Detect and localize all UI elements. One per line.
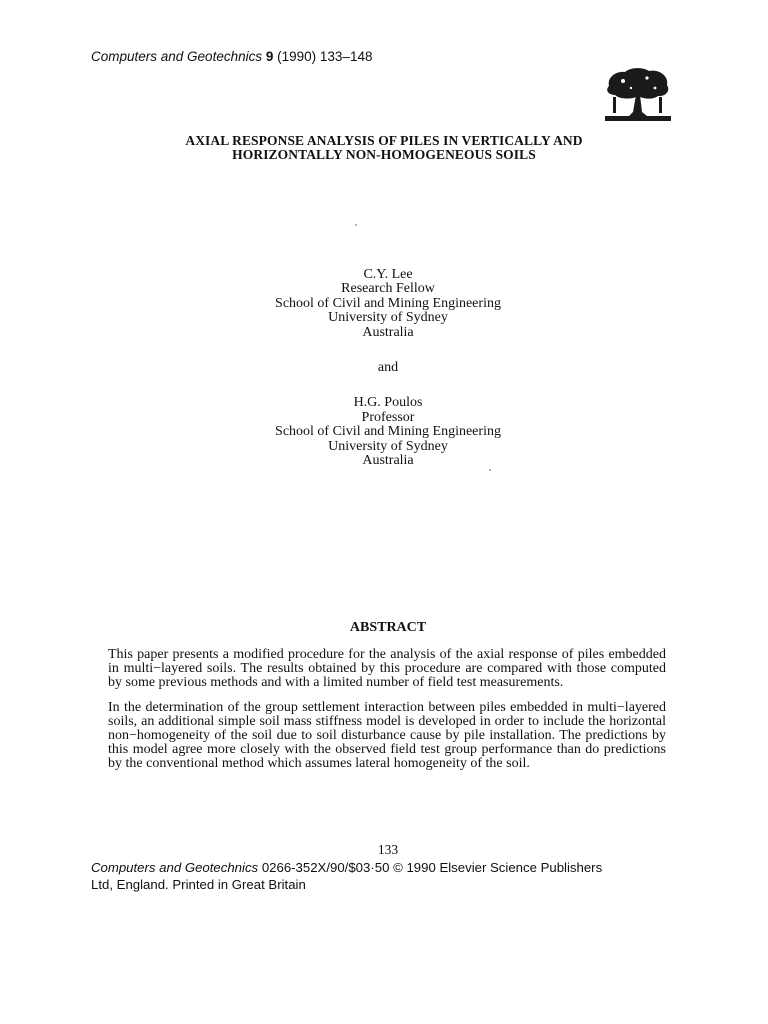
abstract-paragraph: This paper presents a modified procedure for the analysis of the axial response of piles embedded in multi−layered soils. The results obtained by this procedure are compared with those computed by some previous methods and with a limited number of field test measurements. <box>108 647 666 691</box>
author-position: Research Fellow <box>341 281 435 297</box>
author-university: University of Sydney <box>328 310 448 326</box>
author-name: H.G. Poulos <box>353 395 423 411</box>
page-number: 133 <box>377 842 399 857</box>
footer-journal-name: Computers and Geotechnics <box>91 860 259 875</box>
abstract-paragraph: In the determination of the group settlement interaction between piles embedded in multi−layered soils, an additional simple soil mass stiffness model is developed in order to include the horizontal non−homogeneity of the soil due to soil disturbance cause by pile installation. The predictions by this model agree more closely with the observed field test group performance than do predictions by the conventional method which assumes lateral homogeneity of the soil. <box>108 699 666 772</box>
abstract-body <box>108 648 666 782</box>
author-block <box>160 268 616 468</box>
title-line: AXIAL RESPONSE ANALYSIS OF PILES IN VERTICALLY AND <box>185 133 583 148</box>
scan-speck <box>489 469 491 471</box>
author-university: University of Sydney <box>328 438 448 454</box>
author-department: School of Civil and Mining Engineering <box>275 424 501 440</box>
elsevier-tree-logo-icon <box>603 66 673 124</box>
author-department: School of Civil and Mining Engineering <box>275 295 501 311</box>
abstract-heading: ABSTRACT <box>349 620 427 635</box>
scan-speck <box>355 224 357 226</box>
footer-code: 0266-352X/90/$03·50 © 1990 Elsevier Science Publishers <box>261 860 603 875</box>
footer-line <box>91 859 681 876</box>
author-name: C.Y. Lee <box>363 267 413 282</box>
journal-name: Computers and Geotechnics <box>91 49 263 64</box>
author-country: Australia <box>362 324 414 340</box>
journal-citation <box>91 49 372 64</box>
journal-volume: 9 <box>265 49 274 64</box>
paper-title <box>100 134 668 162</box>
publisher-footer <box>91 859 681 893</box>
title-line: HORIZONTALLY NON-HOMOGENEOUS SOILS <box>232 147 536 162</box>
footer-line: Ltd, England. Printed in Great Britain <box>91 877 306 892</box>
journal-year-pages: (1990) 133–148 <box>277 49 373 64</box>
author-position: Professor <box>361 409 415 425</box>
author-country: Australia <box>362 453 414 469</box>
author-conjunction: and <box>377 360 399 376</box>
